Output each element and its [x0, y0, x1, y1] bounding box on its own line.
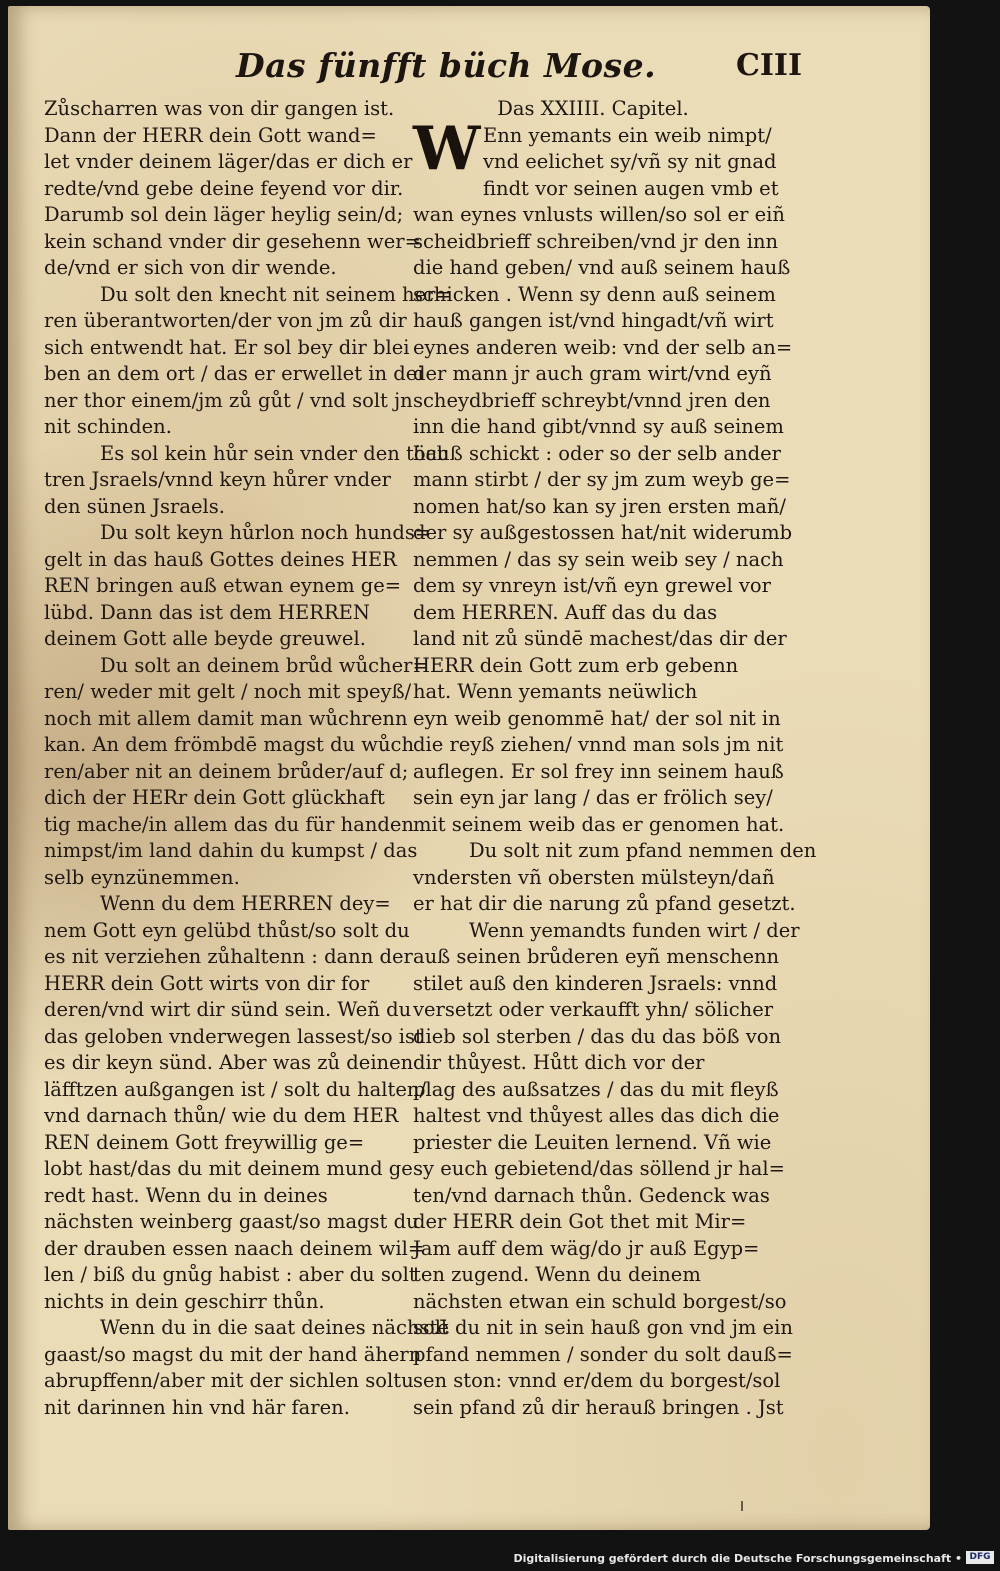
text-line: gelt in das hauß Gottes deines HER	[44, 547, 397, 571]
text-line: es nit verziehen zůhaltenn : dann der	[44, 945, 413, 968]
text-line: priester die Leuiten lernend. Vñ wie	[413, 1130, 772, 1154]
text-line: HERR dein Gott wirts von dir for	[44, 971, 370, 995]
text-line: dich der HERr dein Gott glückhaft	[44, 786, 385, 809]
text-line: tig mache/in allem das du für handen	[44, 812, 414, 836]
text-line: hauß schickt : oder so der selb ander	[413, 441, 781, 465]
text-line: scheidbrieff schreiben/vnd jr den inn	[413, 229, 779, 253]
drop-capital: W	[413, 114, 481, 184]
text-line: versetzt oder verkaufft yhn/ sölicher	[413, 998, 774, 1021]
text-line: Du solt nit zum pfand nemmen den	[469, 839, 817, 862]
text-line: findt vor seinen augen vmb et	[483, 176, 779, 200]
right-column	[413, 96, 817, 1421]
text-line: die reyß ziehen/ vnnd man sols jm nit	[413, 733, 784, 756]
text-line: läfftzen außgangen ist / solt du halten/	[44, 1077, 427, 1101]
text-line: ten zugend. Wenn du deinem	[413, 1263, 701, 1286]
text-line: sen ston: vnnd er/dem du borgest/sol	[413, 1369, 781, 1392]
text-line: abrupffenn/aber mit der sichlen soltu	[44, 1369, 414, 1392]
text-line: noch mit allem damit man wůchrenn	[44, 706, 408, 730]
text-line: hat. Wenn yemants neüwlich	[413, 680, 698, 703]
text-line: haltest vnd thůyest alles das dich die	[413, 1104, 780, 1127]
text-line: Darumb sol dein läger heylig sein/d;	[44, 203, 404, 226]
text-line: Jam auff dem wäg/do jr auß Egyp=	[413, 1236, 760, 1260]
funding-credit: Digitalisierung gefördert durch die Deutsche Forschungsgemeinschaft •	[513, 1552, 962, 1565]
text-line: solt du nit in sein hauß gon vnd jm ein	[413, 1316, 793, 1339]
text-line: plag des außsatzes / das du mit fleyß	[413, 1077, 779, 1101]
text-line: de/vnd er sich von dir wende.	[44, 256, 337, 279]
text-line: nem Gott eyn gelübd thůst/so solt du	[44, 918, 410, 942]
text-line: dem sy vnreyn ist/vñ eyn grewel vor	[413, 574, 771, 597]
text-line: die hand geben/ vnd auß seinem hauß	[413, 256, 791, 279]
text-line: redte/vnd gebe deine feyend vor dir.	[44, 176, 404, 200]
book-page	[8, 6, 930, 1530]
text-line: nit darinnen hin vnd här faren.	[44, 1395, 350, 1419]
text-line: gaast/so magst du mit der hand ähern	[44, 1342, 422, 1366]
text-line: let vnder deinem läger/das er dich er	[44, 150, 413, 173]
page-mark	[741, 1501, 743, 1511]
text-line: lobt hast/das du mit deinem mund ge	[44, 1157, 413, 1180]
text-line: sein eyn jar lang / das er frölich sey/	[413, 786, 773, 809]
text-line: nemmen / das sy sein weib sey / nach	[413, 547, 784, 571]
text-line: dieb sol sterben / das du das böß von	[413, 1024, 782, 1048]
text-line: Zůscharren was von dir gangen ist.	[44, 97, 395, 120]
text-line: der drauben essen naach deinem wil=	[44, 1236, 425, 1260]
left-column	[44, 96, 452, 1421]
text-line: ren/aber nit an deinem brůder/auf d;	[44, 759, 409, 783]
text-line: ten/vnd darnach thůn. Gedenck was	[413, 1183, 770, 1207]
text-line: nimpst/im land dahin du kumpst / das	[44, 839, 418, 862]
text-line: pfand nemmen / sonder du solt dauß=	[413, 1342, 793, 1366]
text-line: ner thor einem/jm zů gůt / vnd solt jn	[44, 388, 413, 412]
text-line: deinem Gott alle beyde greuwel.	[44, 627, 366, 650]
text-line: Wenn du dem HERREN dey=	[100, 892, 391, 915]
text-line: mit seinem weib das er genomen hat.	[413, 812, 785, 836]
text-line: den sünen Jsraels.	[44, 494, 225, 518]
text-line: scheydbrieff schreybt/vnnd jren den	[413, 388, 771, 412]
text-line: sy euch gebietend/das söllend jr hal=	[413, 1157, 785, 1180]
chapter-title: Das XXIIII. Capitel.	[497, 97, 689, 120]
text-line: eyn weib genommē hat/ der sol nit in	[413, 706, 781, 730]
text-line: auß seinen brůderen eyñ menschenn	[413, 945, 780, 968]
text-line: nichts in dein geschirr thůn.	[44, 1289, 325, 1313]
dfg-logo: DFG	[966, 1551, 994, 1564]
text-line: REN bringen auß etwan eynem ge=	[44, 574, 402, 597]
text-line: sich entwendt hat. Er sol bey dir blei	[44, 335, 410, 359]
text-line: tren Jsraels/vnnd keyn hůrer vnder	[44, 468, 391, 491]
text-line: Du solt an deinem brůd wůcher=	[100, 653, 429, 677]
text-line: inn die hand gibt/vnnd sy auß seinem	[413, 415, 784, 438]
running-title: Das fünfft büch Mose.	[236, 46, 657, 85]
text-line: Enn yemants ein weib nimpt/	[483, 123, 772, 147]
text-line: HERR dein Gott zum erb gebenn	[413, 653, 739, 677]
text-line: es dir keyn sünd. Aber was zů deinen	[44, 1051, 414, 1074]
text-line: nächsten weinberg gaast/so magst du	[44, 1210, 419, 1233]
text-line: selb eynzünemmen.	[44, 865, 240, 889]
text-line: stilet auß den kinderen Jsraels: vnnd	[413, 971, 778, 995]
text-line: dir thůyest. Hůtt dich vor der	[413, 1051, 705, 1074]
folio-number: CIII	[736, 48, 802, 83]
text-line: len / biß du gnůg habist : aber du solt	[44, 1263, 417, 1286]
text-line: kein schand vnder dir gesehenn wer=	[44, 229, 421, 253]
text-line: kan. An dem frömbdē magst du wůch	[44, 733, 415, 756]
text-line: ben an dem ort / das er erwellet in dei	[44, 362, 424, 385]
text-line: das geloben vnderwegen lassest/so ist	[44, 1024, 423, 1048]
text-line: mann stirbt / der sy jm zum weyb ge=	[413, 468, 791, 491]
text-line: Wenn du in die saat deines nächstē	[100, 1316, 449, 1339]
text-line: der HERR dein Got thet mit Mir=	[413, 1210, 747, 1233]
text-line: land nit zů sündē machest/das dir der	[413, 627, 787, 650]
text-line: ren/ weder mit gelt / noch mit speyß/	[44, 680, 412, 703]
text-line: nit schinden.	[44, 415, 172, 438]
text-line: Wenn yemandts funden wirt / der	[469, 918, 800, 942]
text-line: nächsten etwan ein schuld borgest/so	[413, 1289, 787, 1313]
text-line: lübd. Dann das ist dem HERREN	[44, 600, 370, 624]
text-line: vnd eelichet sy/vñ sy nit gnad	[483, 150, 777, 173]
text-line: auflegen. Er sol frey inn seinem hauß	[413, 759, 784, 783]
text-line: eynes anderen weib: vnd der selb an=	[413, 335, 793, 359]
text-line: redt hast. Wenn du in deines	[44, 1183, 328, 1207]
text-line: wan eynes vnlusts willen/so sol er eiñ	[413, 203, 785, 226]
text-line: REN deinem Gott freywillig ge=	[44, 1130, 365, 1154]
text-line: der sy außgestossen hat/nit widerumb	[413, 521, 793, 544]
text-line: hauß gangen ist/vnd hingadt/vñ wirt	[413, 309, 774, 332]
text-line: Du solt den knecht nit seinem her=	[100, 282, 452, 306]
text-line: ren überantworten/der von jm zů dir	[44, 309, 407, 332]
text-line: vndersten vñ obersten mülsteyn/dañ	[413, 865, 775, 889]
text-line: deren/vnd wirt dir sünd sein. Weñ du	[44, 998, 412, 1021]
text-line: schicken . Wenn sy denn auß seinem	[413, 282, 776, 306]
text-line: dem HERREN. Auff das du das	[413, 600, 718, 624]
text-line: der mann jr auch gram wirt/vnd eyñ	[413, 362, 772, 385]
text-line: Es sol kein hůr sein vnder den töch	[100, 441, 450, 465]
text-line: Dann der HERR dein Gott wand=	[44, 123, 377, 147]
text-line: vnd darnach thůn/ wie du dem HER	[44, 1104, 399, 1127]
text-line: Du solt keyn hůrlon noch hunds=	[100, 521, 432, 544]
text-line: nomen hat/so kan sy jren ersten mañ/	[413, 494, 786, 518]
text-line: sein pfand zů dir herauß bringen . Jst	[413, 1395, 784, 1419]
text-line: er hat dir die narung zů pfand gesetzt.	[413, 892, 796, 915]
